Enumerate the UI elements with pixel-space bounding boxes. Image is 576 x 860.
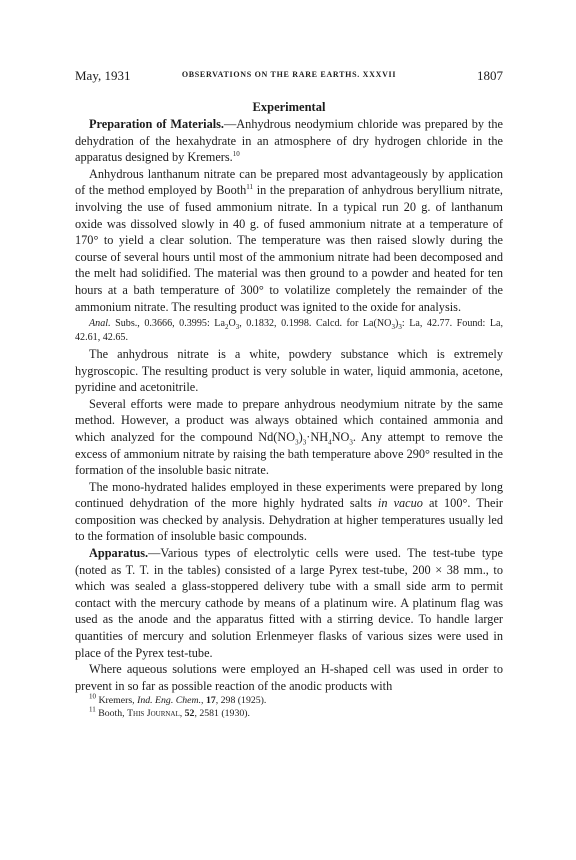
subscript: 3 (302, 438, 307, 447)
analysis-text: : La, 42.77. Found: La, 42.61, 42.65. (75, 318, 503, 343)
footnote-journal: This Journal, (127, 707, 183, 719)
paragraph-text: . Any attempt to remove the excess of ammonium nitrate by raising the bath temperature above 290° resulted in the formation of the insoluble basic nitrate. (75, 429, 503, 478)
subscript: 3 (295, 438, 299, 447)
footnote-author: Booth, (98, 707, 128, 719)
footnote-volume: 52 (182, 707, 195, 719)
paragraph-text: Anhydrous neodymium chloride was prepared by the dehydration of the hexahydrate in an atmosphere of dry hydrogen chloride in the apparatus designed by Kremers. (75, 117, 503, 165)
subscript: 3 (349, 438, 353, 447)
paragraph-text: Various types of electrolytic cells were used. The test-tube type (noted as T. T. in the tables) consisted of a large Pyrex test-tube, 200 × 38 mm., to which was sealed a glass-stoppered delivery tube with a small side arm to permit contact with the mercury cathode by means of a platinum wire. A platinum flag was used as the anode and the apparatus fitted with a stirring device. To handle larger quantities of mercury and solution Erlenmeyer flasks of various sizes were used in place of the Pyrex test-tube. (75, 546, 503, 660)
paragraph-apparatus (75, 545, 503, 661)
footnote-author: Kremers, (98, 695, 138, 707)
em-dash: — (224, 117, 237, 131)
analysis-label: Anal. (89, 318, 111, 330)
subscript: 3 (391, 323, 395, 332)
footnote-ref: 10 (232, 150, 240, 159)
paragraph-analysis (75, 317, 503, 344)
paragraph-text: Several efforts were made to prepare anhydrous neodymium nitrate by the same method. However, a product was always obtained which contained ammonia and which analyzed for the compound Nd(NO (75, 396, 503, 444)
footnote-journal: Ind. Eng. Chem., (137, 695, 204, 707)
paragraph-text: ·NH (306, 429, 329, 444)
paragraph-lanthanum-nitrate (75, 166, 503, 315)
italic-phrase: in vacuo (377, 496, 423, 511)
run-in-heading: Apparatus. (89, 546, 149, 561)
journal-page (75, 68, 503, 720)
paragraph-text: The mono-hydrated halides employed in these experiments were prepared by long continued dehydration of the more highly hydrated salts (75, 479, 503, 511)
subscript: 4 (328, 438, 332, 447)
footnote-number: 11 (89, 705, 96, 714)
paragraph-mono-hydrated-halides (75, 479, 503, 545)
header-date: May, 1931 (75, 68, 131, 83)
subscript: 3 (235, 323, 240, 332)
footnotes (75, 695, 503, 720)
footnote-citation: , 298 (1925). (215, 695, 267, 707)
em-dash: — (148, 546, 161, 561)
page-number: 1807 (477, 68, 503, 83)
running-header (75, 68, 503, 84)
footnote-citation: , 2581 (1930). (194, 707, 250, 719)
paragraph-h-shaped-cell: Where aqueous solutions were employed an H-shaped cell was used in order to prevent in so far as possible reaction of the anodic products with (75, 662, 503, 693)
header-title: OBSERVATIONS ON THE RARE EARTHS. XXXVII (181, 70, 397, 79)
paragraph-text: in the preparation of anhydrous beryllium nitrate, involving the use of fused ammonium nitrate. In a typical run 20 g. of lanthanum oxide was dissolved slowly in 40 g. of fused ammonium nitrate at a temperature of 170° to yield a clear solution. The temperature was then raised slowly during the course of several hours until most of the ammonium nitrate had been decomposed and the melt had solidified. The material was then ground to a powder and heated for ten hours at a bath temperature of 300° to volatilize completely the remainder of the ammonium nitrate. The resulting product was ignited to the oxide for analysis. (75, 183, 503, 314)
paragraph-text: NO (331, 429, 350, 444)
paragraph-text: ) (298, 429, 303, 444)
footnote-number: 10 (89, 693, 96, 702)
section-heading: Experimental (252, 100, 326, 114)
paragraph-text: at 100°. Their composition was checked by analysis. Dehydration at higher temperatures usually led to the formation of insoluble basic compounds. (75, 496, 503, 544)
paragraph-neodymium-nitrate (75, 396, 503, 479)
paragraph-text: Anhydrous lanthanum nitrate can be prepared most advantageously by application of the method employed by Booth (75, 166, 503, 198)
run-in-heading: Preparation of Materials. (89, 117, 224, 131)
analysis-text: ) (394, 318, 399, 330)
subscript: 2 (224, 323, 229, 332)
subscript: 3 (398, 323, 402, 332)
paragraph-preparation-of-materials (75, 116, 503, 166)
footnote-ref: 11 (246, 183, 254, 192)
analysis-text: O (228, 318, 236, 330)
analysis-text: Subs., 0.3666, 0.3995: La (110, 318, 225, 330)
footnote-volume: 17 (203, 695, 216, 707)
analysis-text: , 0.1832, 0.1998. Calcd. for La(NO (239, 318, 392, 330)
footnote (75, 695, 503, 708)
paragraph-anhydrous-nitrate: The anhydrous nitrate is a white, powdery substance which is extremely hygroscopic. The resulting product is very soluble in water, liquid ammonia, acetone, pyridine and acetonitrile. (75, 346, 503, 395)
footnote (75, 705, 503, 721)
